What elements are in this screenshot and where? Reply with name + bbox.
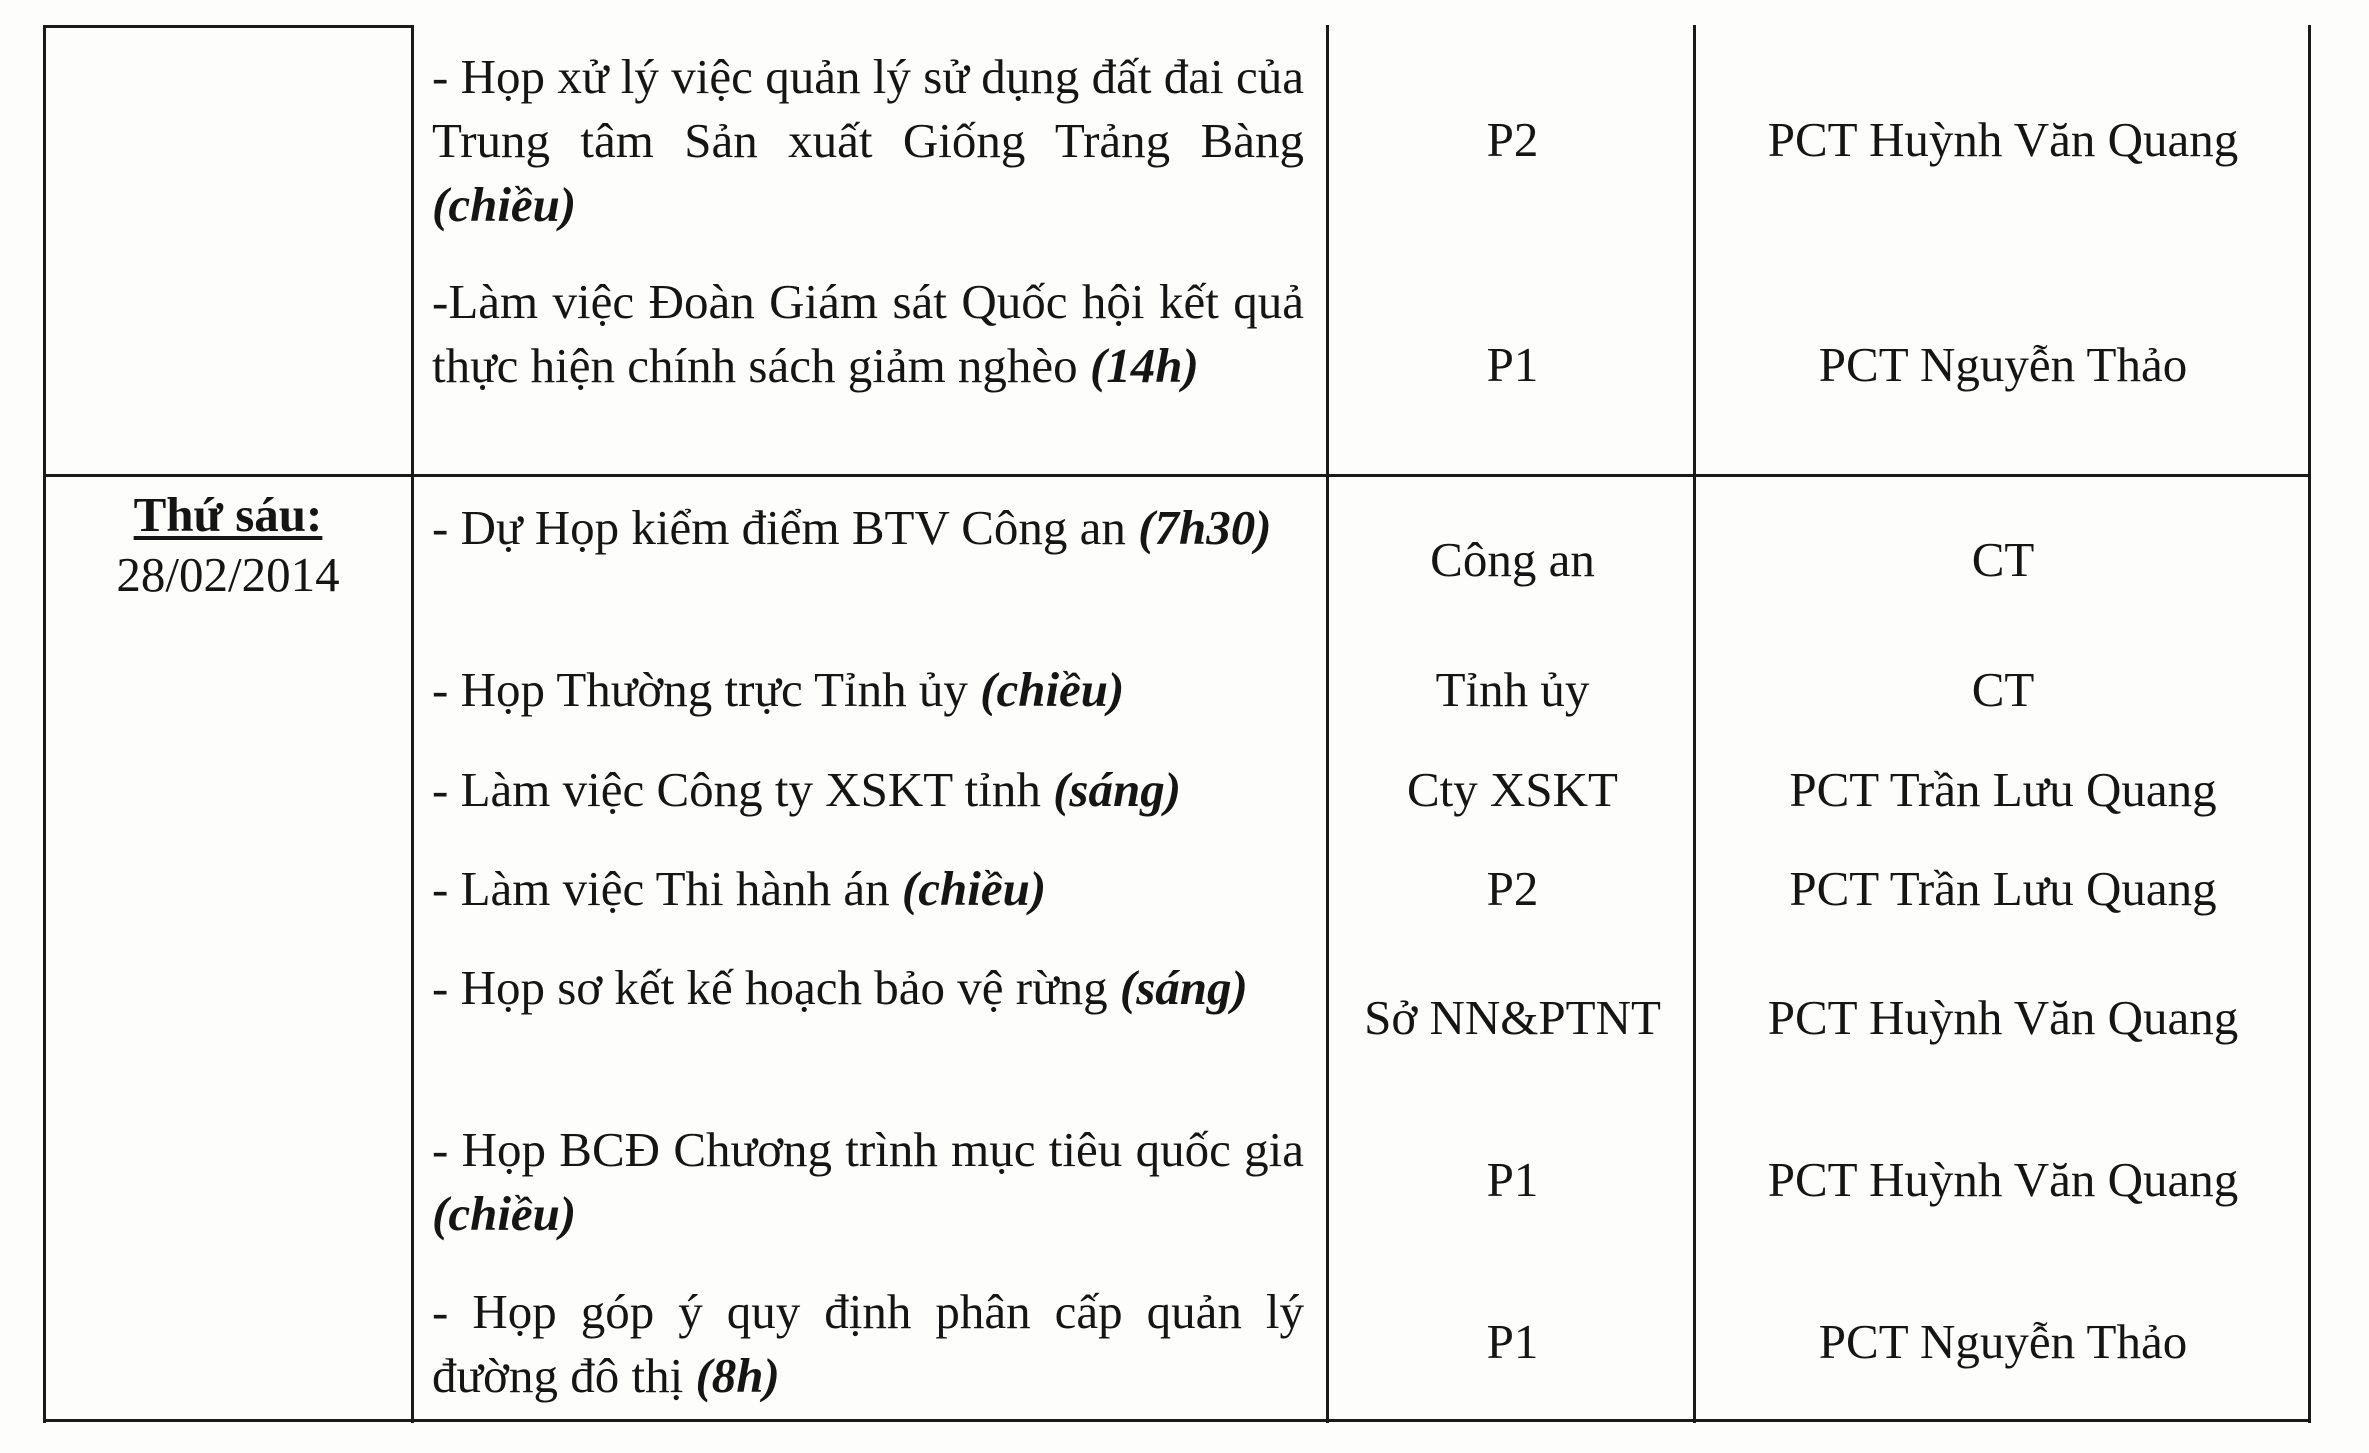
location-cell: Sở NN&PTNT bbox=[1364, 990, 1661, 1045]
activity-text: - Họp BCĐ Chương trình mục tiêu quốc gia bbox=[432, 1122, 1304, 1177]
person-cell: PCT Trần Lưu Quang bbox=[1789, 861, 2217, 916]
person-cell: PCT Huỳnh Văn Quang bbox=[1767, 112, 2239, 167]
person-cell: PCT Nguyễn Thảo bbox=[1818, 337, 2188, 392]
activity-cell bbox=[432, 658, 1304, 722]
location-cell: P1 bbox=[1486, 1152, 1539, 1207]
person-cell: PCT Trần Lưu Quang bbox=[1789, 762, 2217, 817]
activity-time: (chiều) bbox=[980, 662, 1125, 717]
activity-text: - Họp Thường trực Tỉnh ủy bbox=[432, 662, 968, 717]
person-cell: CT bbox=[1971, 662, 2035, 717]
table-border-activity-col bbox=[1326, 25, 1329, 1423]
table-border-location-col bbox=[1693, 25, 1696, 1423]
table-border-right bbox=[2308, 25, 2311, 1423]
location-cell: P1 bbox=[1486, 1314, 1539, 1369]
activity-cell bbox=[432, 857, 1304, 921]
table-border-bottom bbox=[43, 1419, 2311, 1422]
activity-time: (8h) bbox=[695, 1348, 780, 1403]
person-cell: PCT Huỳnh Văn Quang bbox=[1767, 1152, 2239, 1207]
activity-time: (sáng) bbox=[1119, 960, 1248, 1015]
day-date: 28/02/2014 bbox=[116, 547, 340, 602]
activity-text: - Làm việc Công ty XSKT tỉnh bbox=[432, 762, 1041, 817]
location-cell: Tỉnh ủy bbox=[1435, 662, 1590, 717]
activity-text: -Làm việc Đoàn Giám sát Quốc hội kết quả thực hiện chính sách giảm nghèo bbox=[432, 274, 1304, 393]
activity-time: (chiều) bbox=[901, 861, 1047, 916]
activity-cell bbox=[432, 758, 1304, 822]
location-cell: P2 bbox=[1486, 861, 1539, 916]
day-name: Thứ sáu: bbox=[133, 487, 323, 542]
activity-time: (chiều) bbox=[432, 177, 577, 232]
table-row-divider bbox=[43, 474, 2311, 477]
activity-cell bbox=[432, 270, 1304, 398]
activity-text: - Họp xử lý việc quản lý sử dụng đất đai của Trung tâm Sản xuất Giống Trảng Bàng bbox=[432, 49, 1304, 168]
location-cell: Công an bbox=[1430, 532, 1595, 587]
activity-cell bbox=[432, 45, 1304, 237]
activity-text: - Họp sơ kết kế hoạch bảo vệ rừng bbox=[432, 960, 1108, 1015]
activity-text: - Dự Họp kiểm điểm BTV Công an bbox=[432, 500, 1126, 555]
location-cell: Cty XSKT bbox=[1406, 762, 1618, 817]
table-border-left bbox=[43, 25, 46, 1423]
person-cell: PCT Huỳnh Văn Quang bbox=[1767, 990, 2239, 1045]
location-cell: P1 bbox=[1486, 337, 1539, 392]
person-cell: CT bbox=[1971, 532, 2035, 587]
activity-time: (7h30) bbox=[1138, 500, 1272, 555]
table-border-day-col bbox=[411, 25, 414, 1423]
activity-cell bbox=[432, 956, 1304, 1020]
activity-cell bbox=[432, 1118, 1304, 1246]
day-label bbox=[45, 485, 411, 605]
activity-time: (sáng) bbox=[1053, 762, 1182, 817]
activity-time: (chiều) bbox=[432, 1186, 577, 1241]
table-border-top bbox=[43, 25, 413, 28]
activity-text: - Làm việc Thi hành án bbox=[432, 861, 890, 916]
activity-time: (14h) bbox=[1089, 338, 1199, 393]
activity-text: - Họp góp ý quy định phân cấp quản lý đường đô thị bbox=[432, 1284, 1304, 1403]
activity-cell bbox=[432, 1280, 1304, 1408]
activity-cell bbox=[432, 496, 1304, 560]
person-cell: PCT Nguyễn Thảo bbox=[1818, 1314, 2188, 1369]
location-cell: P2 bbox=[1486, 112, 1539, 167]
